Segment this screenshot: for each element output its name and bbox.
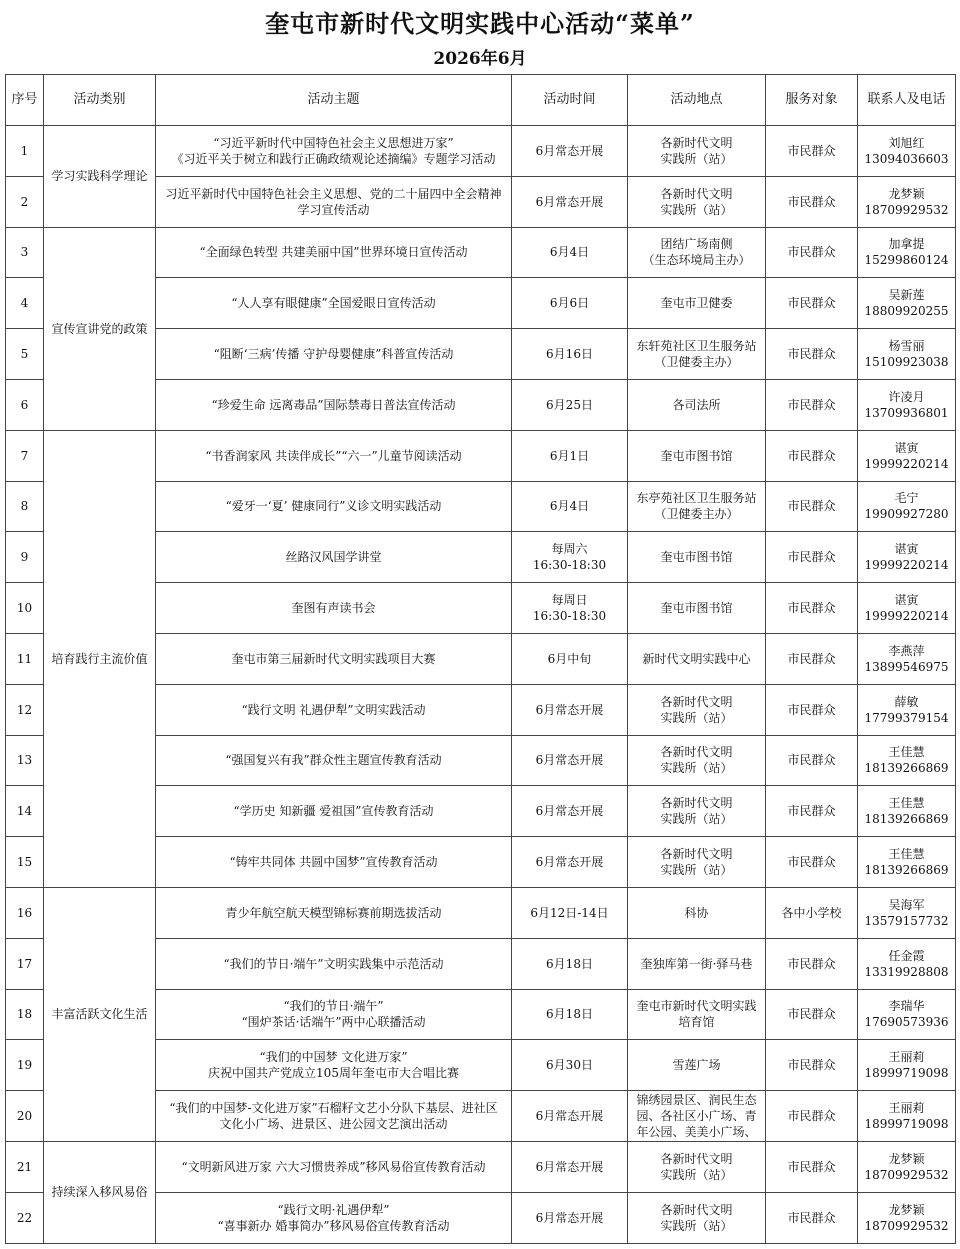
row-number-cell: 8 bbox=[6, 481, 44, 532]
target-cell: 市民群众 bbox=[766, 837, 858, 888]
target-cell: 市民群众 bbox=[766, 786, 858, 837]
contact-name: 龙梦颖 bbox=[888, 1202, 925, 1217]
place-cell-line: 奎屯市图书馆 bbox=[660, 550, 733, 565]
row-number-cell: 1 bbox=[6, 126, 44, 177]
table-row bbox=[6, 227, 956, 278]
place-cell bbox=[628, 938, 766, 989]
row-number-cell: 7 bbox=[6, 430, 44, 481]
place-cell bbox=[628, 633, 766, 684]
contact-name: 杨雪丽 bbox=[888, 339, 925, 354]
time-cell-line: 每周日 bbox=[551, 593, 588, 608]
topic-cell-line: “践行文明·礼遇伊犁” bbox=[277, 1202, 390, 1217]
topic-cell-line: “爱牙一‘夏’ 健康同行”义诊文明实践活动 bbox=[225, 499, 442, 514]
place-cell bbox=[628, 684, 766, 735]
time-cell bbox=[512, 481, 628, 532]
contact-cell bbox=[858, 1091, 956, 1142]
time-cell bbox=[512, 379, 628, 430]
time-cell bbox=[512, 1091, 628, 1142]
topic-cell bbox=[156, 684, 512, 735]
time-cell bbox=[512, 938, 628, 989]
target-cell: 市民群众 bbox=[766, 583, 858, 634]
place-cell bbox=[628, 887, 766, 938]
topic-cell bbox=[156, 786, 512, 837]
category-cell: 宣传宣讲党的政策 bbox=[44, 227, 156, 430]
time-cell-line: 6月12日-14日 bbox=[530, 905, 609, 920]
place-cell-line: 园、各社区小广场、青 bbox=[636, 1109, 757, 1124]
topic-cell-line: “我们的中国梦 文化进万家” bbox=[259, 1050, 408, 1065]
row-number-cell: 20 bbox=[6, 1091, 44, 1142]
topic-cell-line: “珍爱生命 远离毒品”国际禁毒日普法宣传活动 bbox=[211, 397, 456, 412]
table-row bbox=[6, 1141, 956, 1192]
place-cell-line: 奎屯市图书馆 bbox=[660, 601, 733, 616]
page-title: 奎屯市新时代文明实践中心活动“菜单” bbox=[265, 9, 695, 38]
category-cell: 丰富活跃文化生活 bbox=[44, 887, 156, 1141]
contact-cell bbox=[858, 887, 956, 938]
topic-cell bbox=[156, 938, 512, 989]
contact-phone: 19999220214 bbox=[864, 456, 949, 471]
contact-phone: 13579157732 bbox=[864, 913, 949, 928]
place-cell-line: 实践所（站） bbox=[660, 761, 733, 776]
contact-cell bbox=[858, 481, 956, 532]
time-cell-line: 6月25日 bbox=[546, 397, 593, 412]
topic-cell bbox=[156, 227, 512, 278]
row-number-cell: 11 bbox=[6, 633, 44, 684]
topic-cell-line: 《习近平关于树立和践行正确政绩观论述摘编》专题学习活动 bbox=[171, 151, 496, 166]
place-cell-line: 新时代文明实践中心 bbox=[642, 651, 751, 666]
place-cell bbox=[628, 227, 766, 278]
topic-cell bbox=[156, 837, 512, 888]
contact-phone: 18139266869 bbox=[864, 761, 949, 776]
place-cell bbox=[628, 1141, 766, 1192]
contact-name: 王丽莉 bbox=[888, 1050, 925, 1065]
time-cell-line: 16:30-18:30 bbox=[532, 609, 607, 624]
place-cell-line: 奎屯市卫健委 bbox=[660, 296, 733, 311]
contact-cell bbox=[858, 684, 956, 735]
table-row bbox=[6, 887, 956, 938]
target-cell: 市民群众 bbox=[766, 126, 858, 177]
time-cell-line: 6月常态开展 bbox=[535, 143, 604, 158]
target-cell: 市民群众 bbox=[766, 329, 858, 380]
topic-cell-line: “习近平新时代中国特色社会主义思想进万家” bbox=[213, 135, 454, 150]
contact-phone: 15299860124 bbox=[864, 253, 949, 268]
place-cell bbox=[628, 126, 766, 177]
contact-phone: 15109923038 bbox=[864, 355, 949, 370]
topic-cell-line: “践行文明 礼遇伊犁”文明实践活动 bbox=[241, 702, 426, 717]
contact-cell bbox=[858, 430, 956, 481]
contact-cell bbox=[858, 735, 956, 786]
topic-cell bbox=[156, 989, 512, 1040]
contact-phone: 13319928808 bbox=[864, 964, 949, 979]
place-cell-line: 科协 bbox=[684, 905, 709, 920]
place-cell-line: 各新时代文明 bbox=[660, 847, 733, 862]
contact-phone: 18809920255 bbox=[864, 304, 949, 319]
time-cell bbox=[512, 989, 628, 1040]
target-cell: 市民群众 bbox=[766, 481, 858, 532]
time-cell-line: 6月30日 bbox=[546, 1058, 593, 1073]
header-cell-topic: 活动主题 bbox=[156, 75, 512, 126]
contact-phone: 19909927280 bbox=[864, 507, 949, 522]
topic-cell bbox=[156, 176, 512, 227]
place-cell-line: 实践所（站） bbox=[660, 202, 733, 217]
place-cell bbox=[628, 583, 766, 634]
target-cell: 市民群众 bbox=[766, 227, 858, 278]
contact-name: 龙梦颖 bbox=[888, 186, 925, 201]
target-cell: 市民群众 bbox=[766, 989, 858, 1040]
row-number-cell: 21 bbox=[6, 1141, 44, 1192]
contact-cell bbox=[858, 786, 956, 837]
topic-cell bbox=[156, 481, 512, 532]
topic-cell bbox=[156, 329, 512, 380]
contact-name: 龙梦颖 bbox=[888, 1151, 925, 1166]
place-cell-line: 实践所（站） bbox=[660, 812, 733, 827]
topic-cell-line: 庆祝中国共产党成立105周年奎屯市大合唱比赛 bbox=[208, 1066, 459, 1081]
place-cell bbox=[628, 379, 766, 430]
time-cell-line: 6月常态开展 bbox=[535, 753, 604, 768]
contact-name: 任金霞 bbox=[888, 948, 925, 963]
target-cell: 各中小学校 bbox=[766, 887, 858, 938]
time-cell bbox=[512, 735, 628, 786]
contact-name: 王佳慧 bbox=[888, 745, 925, 760]
place-cell-line: （生态环境局主办） bbox=[642, 253, 751, 268]
place-cell-line: 各新时代文明 bbox=[660, 135, 733, 150]
topic-cell-line: 学习宣传活动 bbox=[297, 202, 370, 217]
contact-phone: 19999220214 bbox=[864, 609, 949, 624]
contact-cell bbox=[858, 1141, 956, 1192]
place-cell bbox=[628, 735, 766, 786]
target-cell: 市民群众 bbox=[766, 176, 858, 227]
contact-phone: 18709929532 bbox=[864, 202, 949, 217]
contact-name: 李瑞华 bbox=[888, 999, 925, 1014]
place-cell bbox=[628, 176, 766, 227]
place-cell-line: 东亭苑社区卫生服务站 bbox=[636, 491, 757, 506]
place-cell-line: 各新时代文明 bbox=[660, 694, 733, 709]
contact-cell bbox=[858, 633, 956, 684]
place-cell bbox=[628, 329, 766, 380]
topic-cell bbox=[156, 583, 512, 634]
place-cell bbox=[628, 430, 766, 481]
topic-cell bbox=[156, 1141, 512, 1192]
topic-cell-line: “我们的节日·端午”文明实践集中示范活动 bbox=[223, 956, 444, 971]
topic-cell bbox=[156, 1040, 512, 1091]
header-cell-place: 活动地点 bbox=[628, 75, 766, 126]
topic-cell-line: “铸牢共同体 共圆中国梦”宣传教育活动 bbox=[229, 855, 438, 870]
page-subtitle: 2026年6月 bbox=[433, 49, 527, 69]
row-number-cell: 10 bbox=[6, 583, 44, 634]
contact-phone: 18709929532 bbox=[864, 1218, 949, 1233]
time-cell bbox=[512, 430, 628, 481]
contact-phone: 17799379154 bbox=[864, 710, 949, 725]
place-cell bbox=[628, 1192, 766, 1243]
target-cell: 市民群众 bbox=[766, 430, 858, 481]
contact-name: 吴新莲 bbox=[888, 288, 925, 303]
contact-name: 王丽莉 bbox=[888, 1101, 925, 1116]
contact-name: 刘旭红 bbox=[888, 135, 925, 150]
place-cell bbox=[628, 278, 766, 329]
contact-name: 谌寅 bbox=[894, 593, 919, 608]
place-cell-line: 奎独库第一街·驿马巷 bbox=[640, 956, 753, 971]
target-cell: 市民群众 bbox=[766, 532, 858, 583]
contact-name: 加拿提 bbox=[888, 237, 925, 252]
topic-cell-line: 习近平新时代中国特色社会主义思想、党的二十届四中全会精神 bbox=[165, 186, 502, 201]
place-cell-line: 各新时代文明 bbox=[660, 1151, 733, 1166]
contact-cell bbox=[858, 1040, 956, 1091]
time-cell bbox=[512, 684, 628, 735]
place-cell-line: 年公园、美美小广场、 bbox=[636, 1125, 757, 1140]
time-cell-line: 6月常态开展 bbox=[535, 855, 604, 870]
contact-name: 许凌月 bbox=[888, 389, 925, 404]
row-number-cell: 5 bbox=[6, 329, 44, 380]
topic-cell-line: “文明新风进万家 六大习惯贵养成”移风易俗宣传教育活动 bbox=[181, 1159, 486, 1174]
time-cell-line: 6月6日 bbox=[549, 296, 590, 311]
place-cell-line: 实践所（站） bbox=[660, 1218, 733, 1233]
place-cell-line: （卫健委主办） bbox=[654, 355, 739, 370]
target-cell: 市民群众 bbox=[766, 278, 858, 329]
table-header-row bbox=[6, 75, 956, 126]
time-cell-line: 6月常态开展 bbox=[535, 702, 604, 717]
contact-cell bbox=[858, 329, 956, 380]
contact-name: 谌寅 bbox=[894, 542, 919, 557]
target-cell: 市民群众 bbox=[766, 735, 858, 786]
row-number-cell: 2 bbox=[6, 176, 44, 227]
contact-name: 王佳慧 bbox=[888, 796, 925, 811]
table-row bbox=[6, 430, 956, 481]
contact-cell bbox=[858, 176, 956, 227]
target-cell: 市民群众 bbox=[766, 633, 858, 684]
topic-cell-line: “全面绿色转型 共建美丽中国”世界环境日宣传活动 bbox=[199, 245, 468, 260]
time-cell-line: 6月中旬 bbox=[547, 651, 592, 666]
row-number-cell: 16 bbox=[6, 887, 44, 938]
place-cell bbox=[628, 481, 766, 532]
place-cell-line: 东轩苑社区卫生服务站 bbox=[636, 339, 757, 354]
topic-cell-line: “强国复兴有我”群众性主题宣传教育活动 bbox=[225, 753, 442, 768]
row-number-cell: 17 bbox=[6, 938, 44, 989]
row-number-cell: 15 bbox=[6, 837, 44, 888]
target-cell: 市民群众 bbox=[766, 938, 858, 989]
time-cell bbox=[512, 227, 628, 278]
time-cell-line: 6月18日 bbox=[546, 956, 593, 971]
time-cell bbox=[512, 176, 628, 227]
time-cell bbox=[512, 786, 628, 837]
topic-cell-line: “书香润家风 共读伴成长”“六一”儿童节阅读活动 bbox=[205, 448, 462, 463]
contact-phone: 13899546975 bbox=[864, 659, 949, 674]
category-cell: 学习实践科学理论 bbox=[44, 126, 156, 228]
contact-phone: 13094036603 bbox=[864, 151, 949, 166]
topic-cell-line: 丝路汉风国学讲堂 bbox=[285, 550, 382, 565]
target-cell: 市民群众 bbox=[766, 1192, 858, 1243]
time-cell bbox=[512, 532, 628, 583]
contact-name: 谌寅 bbox=[894, 440, 919, 455]
time-cell bbox=[512, 837, 628, 888]
time-cell-line: 6月常态开展 bbox=[535, 1159, 604, 1174]
contact-cell bbox=[858, 583, 956, 634]
contact-cell bbox=[858, 278, 956, 329]
topic-cell-line: 青少年航空航天模型锦标赛前期选拔活动 bbox=[225, 905, 442, 920]
place-cell-line: 奎屯市新时代文明实践 bbox=[636, 999, 757, 1014]
contact-name: 毛宁 bbox=[894, 491, 919, 506]
target-cell: 市民群众 bbox=[766, 1040, 858, 1091]
topic-cell bbox=[156, 887, 512, 938]
contact-cell bbox=[858, 1192, 956, 1243]
row-number-cell: 19 bbox=[6, 1040, 44, 1091]
contact-phone: 18999719098 bbox=[864, 1117, 949, 1132]
contact-phone: 19999220214 bbox=[864, 558, 949, 573]
time-cell bbox=[512, 278, 628, 329]
contact-name: 王佳慧 bbox=[888, 847, 925, 862]
category-cell: 培育践行主流价值 bbox=[44, 430, 156, 887]
topic-cell-line: 奎图有声读书会 bbox=[291, 601, 376, 616]
place-cell-line: 培育馆 bbox=[678, 1015, 715, 1030]
topic-cell bbox=[156, 379, 512, 430]
place-cell-line: 锦绣园景区、润民生态 bbox=[636, 1093, 757, 1108]
target-cell: 市民群众 bbox=[766, 1141, 858, 1192]
place-cell-line: 各新时代文明 bbox=[660, 745, 733, 760]
place-cell bbox=[628, 1040, 766, 1091]
time-cell-line: 6月常态开展 bbox=[535, 1210, 604, 1225]
topic-cell-line: “喜事新办 婚事简办”移风易俗宣传教育活动 bbox=[217, 1218, 450, 1233]
row-number-cell: 6 bbox=[6, 379, 44, 430]
time-cell bbox=[512, 583, 628, 634]
place-cell-line: 奎屯市图书馆 bbox=[660, 448, 733, 463]
topic-cell-line: “学历史 知新疆 爱祖国”宣传教育活动 bbox=[233, 804, 434, 819]
activity-menu-table bbox=[5, 74, 956, 1244]
topic-cell bbox=[156, 126, 512, 177]
time-cell-line: 6月常态开展 bbox=[535, 1109, 604, 1124]
place-cell bbox=[628, 989, 766, 1040]
contact-cell bbox=[858, 837, 956, 888]
place-cell bbox=[628, 532, 766, 583]
header-cell-time: 活动时间 bbox=[512, 75, 628, 126]
topic-cell-line: 文化小广场、进景区、进公园文艺演出活动 bbox=[219, 1117, 448, 1132]
row-number-cell: 3 bbox=[6, 227, 44, 278]
target-cell: 市民群众 bbox=[766, 379, 858, 430]
time-cell bbox=[512, 1040, 628, 1091]
contact-cell bbox=[858, 989, 956, 1040]
place-cell-line: 实践所（站） bbox=[660, 863, 733, 878]
time-cell-line: 每周六 bbox=[551, 542, 588, 557]
contact-cell bbox=[858, 532, 956, 583]
place-cell-line: 各司法所 bbox=[672, 397, 721, 412]
topic-cell-line: “我们的中国梦-文化进万家”石榴籽文艺小分队下基层、进社区 bbox=[169, 1101, 498, 1116]
time-cell bbox=[512, 329, 628, 380]
time-cell bbox=[512, 887, 628, 938]
time-cell-line: 6月4日 bbox=[549, 499, 590, 514]
place-cell-line: 各新时代文明 bbox=[660, 186, 733, 201]
topic-cell-line: “人人享有眼健康”全国爱眼日宣传活动 bbox=[231, 296, 436, 311]
contact-phone: 18709929532 bbox=[864, 1167, 949, 1182]
contact-phone: 18139266869 bbox=[864, 812, 949, 827]
table-body bbox=[6, 126, 956, 1244]
contact-phone: 13709936801 bbox=[864, 405, 949, 420]
topic-cell bbox=[156, 1192, 512, 1243]
contact-name: 吴海军 bbox=[888, 897, 925, 912]
topic-cell bbox=[156, 430, 512, 481]
topic-cell-line: “围炉茶话·话端午”两中心联播活动 bbox=[241, 1015, 426, 1030]
row-number-cell: 13 bbox=[6, 735, 44, 786]
header-cell-category: 活动类别 bbox=[44, 75, 156, 126]
time-cell-line: 16:30-18:30 bbox=[532, 558, 607, 573]
contact-name: 李燕萍 bbox=[888, 643, 925, 658]
topic-cell bbox=[156, 1091, 512, 1142]
contact-cell bbox=[858, 938, 956, 989]
place-cell bbox=[628, 1091, 766, 1142]
row-number-cell: 14 bbox=[6, 786, 44, 837]
row-number-cell: 9 bbox=[6, 532, 44, 583]
place-cell-line: 各新时代文明 bbox=[660, 796, 733, 811]
row-number-cell: 22 bbox=[6, 1192, 44, 1243]
contact-phone: 17690573936 bbox=[864, 1015, 949, 1030]
topic-cell bbox=[156, 278, 512, 329]
place-cell-line: 雪莲广场 bbox=[672, 1058, 721, 1073]
row-number-cell: 18 bbox=[6, 989, 44, 1040]
time-cell-line: 6月4日 bbox=[549, 245, 590, 260]
topic-cell bbox=[156, 532, 512, 583]
time-cell bbox=[512, 1192, 628, 1243]
place-cell bbox=[628, 786, 766, 837]
target-cell: 市民群众 bbox=[766, 684, 858, 735]
topic-cell-line: “我们的节日·端午” bbox=[283, 999, 384, 1014]
header-cell-target: 服务对象 bbox=[766, 75, 858, 126]
contact-name: 薛敏 bbox=[894, 694, 919, 709]
place-cell-line: 实践所（站） bbox=[660, 151, 733, 166]
contact-cell bbox=[858, 379, 956, 430]
header-cell-no: 序号 bbox=[6, 75, 44, 126]
category-cell: 持续深入移风易俗 bbox=[44, 1141, 156, 1243]
row-number-cell: 4 bbox=[6, 278, 44, 329]
contact-cell bbox=[858, 126, 956, 177]
place-cell-line: 各新时代文明 bbox=[660, 1202, 733, 1217]
time-cell-line: 6月常态开展 bbox=[535, 194, 604, 209]
topic-cell bbox=[156, 633, 512, 684]
time-cell bbox=[512, 1141, 628, 1192]
contact-cell bbox=[858, 227, 956, 278]
time-cell bbox=[512, 633, 628, 684]
time-cell-line: 6月1日 bbox=[549, 448, 590, 463]
place-cell-line: 实践所（站） bbox=[660, 1167, 733, 1182]
header-cell-contact: 联系人及电话 bbox=[858, 75, 956, 126]
topic-cell bbox=[156, 735, 512, 786]
target-cell: 市民群众 bbox=[766, 1091, 858, 1142]
row-number-cell: 12 bbox=[6, 684, 44, 735]
place-cell-line: （卫健委主办） bbox=[654, 507, 739, 522]
contact-phone: 18999719098 bbox=[864, 1066, 949, 1081]
table-row bbox=[6, 126, 956, 177]
contact-phone: 18139266869 bbox=[864, 863, 949, 878]
time-cell-line: 6月18日 bbox=[546, 1007, 593, 1022]
topic-cell-line: “阻断‘三病’传播 守护母婴健康”科普宣传活动 bbox=[213, 347, 454, 362]
topic-cell-line: 奎屯市第三届新时代文明实践项目大赛 bbox=[231, 651, 436, 666]
place-cell bbox=[628, 837, 766, 888]
time-cell bbox=[512, 126, 628, 177]
place-cell-line: 实践所（站） bbox=[660, 710, 733, 725]
time-cell-line: 6月常态开展 bbox=[535, 804, 604, 819]
time-cell-line: 6月16日 bbox=[546, 347, 593, 362]
place-cell-line: 团结广场南侧 bbox=[660, 237, 733, 252]
